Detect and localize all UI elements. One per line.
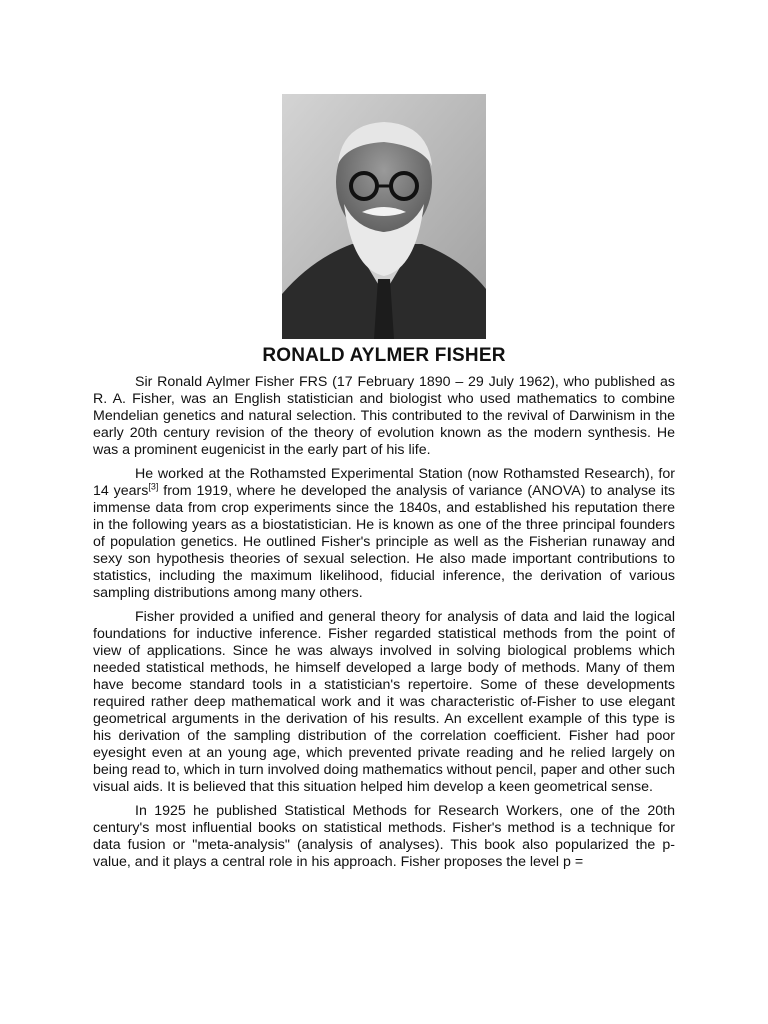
portrait-illustration (282, 94, 486, 339)
page-title: RONALD AYLMER FISHER (262, 345, 506, 366)
document-body (93, 374, 675, 878)
paragraph-2 (93, 466, 675, 602)
paragraph-text: Fisher provided a unified and general theory for analysis of data and laid the logical foundations for inductive inference. Fisher regarded statistical methods from the point of view of applications. Since he was always involved in solving biological problems which needed statistical methods, he himself developed a large body of methods. Many of them have become standard tools in a statistician's repertoire. Some of these developments required rather deep mathematical work and it was characteristic of-Fisher to use elegant geometrical arguments in the derivation of his results. An excellent example of this type is his derivation of the sampling distribution of the correlation coefficient. Fisher had poor eyesight even at an young age, which prevented private reading and he relied largely on being read to, which in turn involved doing mathematics without pencil, paper and other such visual aids. It is believed that this situation helped him develop a keen geometrical sense. (93, 609, 675, 795)
paragraph-4 (93, 803, 675, 871)
paragraph-text: Sir Ronald Aylmer Fisher FRS (17 February 1890 – 29 July 1962), who published as R. A. Fisher, was an English statistician and biologist who used mathematics to combine Mendelian genetics and natural selection. This contributed to the revival of Darwinism in the early 20th century revision of the theory of evolution known as the modern synthesis. He was a prominent eugenicist in the early part of his life. (93, 374, 675, 458)
paragraph-text: He worked at the Rothamsted Experimental Station (now Rothamsted Research), for 14 years (93, 466, 675, 499)
paragraph-1 (93, 374, 675, 459)
paragraph-text: from 1919, where he developed the analysis of variance (ANOVA) to analyse its immense data from crop experiments since the 1840s, and established his reputation there in the following years as a biostatistician. He is known as one of the three principal founders of population genetics. He outlined Fisher's principle as well as the Fisherian runaway and sexy son hypothesis theories of sexual selection. He also made important contributions to statistics, including the maximum likelihood, fiducial inference, the derivation of various sampling distributions among many others. (93, 483, 675, 601)
paragraph-3 (93, 609, 675, 796)
portrait-photo (282, 94, 486, 339)
citation-ref[interactable]: [3] (148, 481, 159, 492)
paragraph-text: In 1925 he published Statistical Methods for Research Workers, one of the 20th century's most influential books on statistical methods. Fisher's method is a technique for data fusion or "meta-analysis" (analysis of analyses). This book also popularized the p-value, and it plays a central role in his approach. Fisher proposes the level p = (93, 803, 675, 870)
